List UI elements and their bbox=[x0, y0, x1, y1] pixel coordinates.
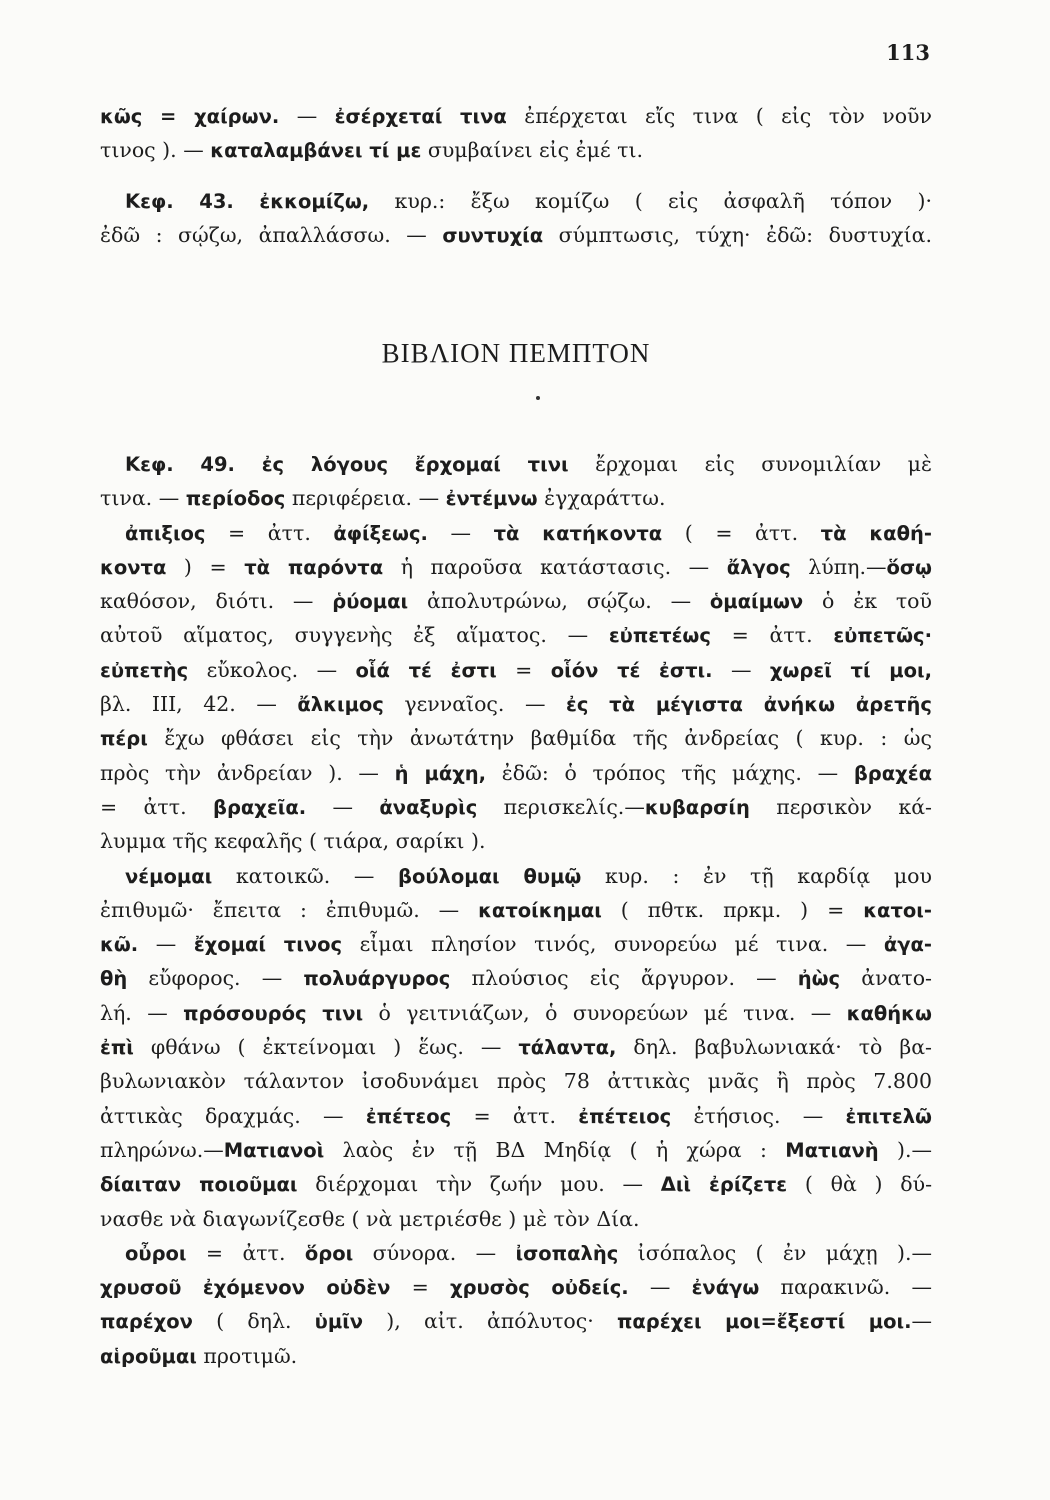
text-line bbox=[100, 1064, 932, 1098]
headword: ἐπέτεος bbox=[365, 1104, 452, 1128]
definition-text: ἐδῶ: ὁ τρόπος τῆς μάχης. — bbox=[486, 760, 854, 785]
text-line bbox=[100, 99, 932, 133]
text-line bbox=[100, 481, 932, 515]
definition-text: εὔφορος. — bbox=[127, 966, 304, 991]
text-line bbox=[100, 996, 932, 1030]
definition-text: ( δηλ. bbox=[192, 1309, 315, 1334]
text-line bbox=[100, 1236, 932, 1270]
definition-text: εἶμαι πλησίον τινός, συνορεύω μέ τινα. — bbox=[342, 932, 884, 957]
headword: κατοι- bbox=[863, 898, 932, 922]
headword: ἄλγος bbox=[726, 555, 791, 579]
definition-text: λή. — bbox=[100, 1000, 184, 1025]
headword: ἠὼς bbox=[797, 967, 841, 991]
headword: παρέχον bbox=[100, 1310, 193, 1334]
headword: Κεφ. 49. ἐς λόγους ἔρχομαί τινι bbox=[125, 453, 569, 476]
definition-text: ἡ παροῦσα κατάστασις. — bbox=[383, 554, 727, 579]
definition-text: ( θὰ ) δύ- bbox=[787, 1172, 932, 1197]
ink-dot bbox=[536, 396, 540, 400]
headword: νέμομαι bbox=[125, 864, 213, 888]
definition-text: ἔρχομαι εἰς συνομιλίαν μὲ bbox=[568, 452, 932, 476]
headword: κατοίκημαι bbox=[478, 898, 602, 922]
headword: εὐπετέως bbox=[608, 624, 711, 648]
headword: τὰ κατήκοντα bbox=[493, 521, 663, 545]
headword: Ματιανὴ bbox=[785, 1138, 879, 1162]
definition-text: περιφέρεια. — bbox=[285, 486, 446, 511]
definition-text: πλούσιος εἰς ἄργυρον. — bbox=[450, 966, 798, 991]
definition-text: — bbox=[911, 1309, 932, 1334]
glossary-block-chapter-43 bbox=[100, 99, 932, 252]
headword: ἄλκιμος bbox=[297, 693, 384, 717]
definition-text: σύνορα. — bbox=[353, 1240, 516, 1265]
headword: χρυσοῦ ἐχόμενον οὐδὲν bbox=[100, 1276, 391, 1300]
definition-text: — bbox=[712, 657, 770, 682]
paragraph-gap bbox=[100, 168, 932, 184]
definition-text: νασθε νὰ διαγωνίζεσθε ( νὰ μετριέσθε ) μὲ τὸν Δία. bbox=[100, 1206, 640, 1231]
headword: οἷά τέ ἐστι bbox=[355, 658, 497, 682]
definition-text: ).— bbox=[878, 1137, 933, 1162]
headword: οἷόν τέ ἐστι. bbox=[550, 658, 713, 682]
definition-text: ( πθτκ. πρκμ. ) = bbox=[601, 897, 864, 922]
definition-text: περσικὸν κά- bbox=[749, 794, 932, 819]
text-line bbox=[100, 618, 932, 652]
headword: ἐς τὰ μέγιστα ἀνήκω ἀρετῆς bbox=[565, 693, 932, 717]
headword: τάλαντα, bbox=[518, 1036, 617, 1060]
definition-text: γενναῖος. — bbox=[383, 692, 566, 717]
definition-text: ἐδῶ : σῴζω, ἀπαλλάσσω. — bbox=[100, 222, 443, 247]
text-line bbox=[100, 447, 932, 481]
definition-text: προτιμῶ. bbox=[196, 1343, 298, 1368]
text-line bbox=[100, 1304, 932, 1338]
definition-text: αὐτοῦ αἵματος, συγγενὴς ἐξ αἵματος. — bbox=[100, 623, 609, 648]
definition-text: βλ. III, 42. — bbox=[100, 692, 298, 717]
definition-text: = bbox=[390, 1275, 451, 1300]
headword: τὰ παρόντα bbox=[244, 555, 384, 579]
definition-text: = bbox=[496, 657, 551, 682]
headword: ἰσοπαλὴς bbox=[515, 1241, 619, 1265]
definition-text: — bbox=[279, 104, 335, 128]
text-line bbox=[100, 859, 932, 893]
definition-text: τινος ). — bbox=[100, 138, 211, 163]
text-line bbox=[100, 1030, 932, 1064]
definition-text: — bbox=[138, 932, 194, 957]
definition-text: σύμπτωσις, τύχη· ἐδῶ: δυστυχία. bbox=[543, 222, 932, 247]
headword: ἐπιτελῶ bbox=[845, 1104, 932, 1128]
headword: κυβαρσίη bbox=[644, 795, 750, 819]
definition-text: πληρώνω.— bbox=[100, 1137, 224, 1162]
definition-text: λύπη.— bbox=[790, 554, 887, 579]
headword: ἐσέρχεταί τινα bbox=[334, 105, 507, 128]
headword: βραχεῖα. bbox=[212, 795, 307, 819]
text-line bbox=[100, 584, 932, 618]
headword: ὑμῖν bbox=[314, 1310, 364, 1334]
definition-text: = ἀττ. bbox=[100, 794, 213, 819]
glossary-block-chapter-49 bbox=[100, 447, 932, 1373]
headword: ἡ μάχη, bbox=[394, 761, 487, 785]
definition-text: ἐτήσιος. — bbox=[671, 1103, 846, 1128]
text-line bbox=[100, 824, 932, 858]
definition-text: = ἀττ. bbox=[205, 520, 334, 545]
text-line bbox=[100, 927, 932, 961]
headword: καταλαμβάνει τί με bbox=[210, 139, 422, 163]
text-line bbox=[100, 1202, 932, 1236]
page-number: 113 bbox=[886, 40, 930, 65]
text-line bbox=[100, 961, 932, 995]
headword: αἱροῦμαι bbox=[100, 1344, 197, 1368]
headword: βούλομαι θυμῷ bbox=[398, 864, 582, 888]
definition-text: ὁ γειτνιάζων, ὁ συνορεύων μέ τινα. — bbox=[363, 1000, 847, 1025]
text-line bbox=[100, 184, 932, 218]
text-line bbox=[100, 1167, 932, 1201]
text-line bbox=[100, 1133, 932, 1167]
text-line bbox=[100, 653, 932, 687]
headword: ἀγα- bbox=[883, 933, 932, 957]
headword: ἐπέτειος bbox=[578, 1104, 672, 1128]
text-line bbox=[100, 1099, 932, 1133]
definition-text: — bbox=[628, 1275, 692, 1300]
definition-text: ἐπέρχεται εἴς τινα ( εἰς τὸν νοῦν bbox=[506, 104, 932, 128]
definition-text: ἰσόπαλος ( ἐν μάχῃ ).— bbox=[618, 1240, 932, 1265]
headword: ἀπιξιος bbox=[125, 521, 206, 545]
headword: ὅσῳ bbox=[886, 555, 933, 579]
headword: τὰ καθή- bbox=[820, 521, 932, 545]
book-heading: ΒΙΒΛΙΟΝ ΠΕΜΠΤΟΝ bbox=[381, 338, 651, 368]
definition-text: λυμμα τῆς κεφαλῆς ( τιάρα, σαρίκι ). bbox=[100, 829, 486, 854]
text-line bbox=[100, 687, 932, 721]
headword: καθήκω bbox=[846, 1001, 932, 1025]
definition-text: ἀπολυτρώνω, σῴζω. — bbox=[408, 589, 710, 614]
headword: Κεφ. 43. ἐκκομίζω, bbox=[125, 189, 370, 213]
text-line bbox=[100, 218, 932, 252]
definition-text: ), αἰτ. ἀπόλυτος· bbox=[363, 1309, 617, 1334]
definition-text: ἀττικὰς δραχμάς. — bbox=[100, 1103, 366, 1128]
definition-text: κυρ. : ἐν τῇ καρδίᾳ μου bbox=[581, 863, 932, 888]
headword: ἀναξυρὶς bbox=[379, 795, 478, 819]
definition-text: κυρ.: ἔξω κομίζω ( εἰς ἀσφαλῆ τόπον )· bbox=[369, 188, 933, 213]
text-line bbox=[100, 721, 932, 755]
definition-text: ( = ἀττ. bbox=[662, 520, 821, 545]
definition-text: ἔχω φθάσει εἰς τὴν ἀνωτάτην βαθμίδα τῆς ἀνδρείας ( κυρ. : ὡς bbox=[147, 726, 932, 751]
definition-text: φθάνω ( ἐκτείνομαι ) ἕως. — bbox=[133, 1035, 519, 1060]
headword: ὅροι bbox=[304, 1241, 354, 1265]
definition-text: εὔκολος. — bbox=[188, 657, 356, 682]
headword: κῶ. bbox=[100, 933, 139, 957]
headword: ἔχομαί τινος bbox=[193, 933, 343, 957]
text-line bbox=[100, 516, 932, 550]
headword: δίαιταν ποιοῦμαι bbox=[100, 1173, 298, 1197]
headword: οὖροι bbox=[125, 1241, 187, 1265]
headword: εὐπετὴς bbox=[100, 658, 189, 682]
definition-text: = ἀττ. bbox=[710, 623, 834, 648]
definition-text: συμβαίνει εἰς ἐμέ τι. bbox=[421, 138, 644, 163]
definition-text: βυλωνιακὸν τάλαντον ἰσοδυνάμει πρὸς 78 ἀττικὰς μνᾶς ἢ πρὸς 7.800 bbox=[100, 1069, 932, 1094]
headword: ἐπὶ bbox=[100, 1036, 134, 1060]
definition-text: λαὸς ἐν τῇ ΒΔ Μηδίᾳ ( ἡ χώρα : bbox=[324, 1137, 786, 1162]
headword: παρέχει μοι=ἔξεστί μοι. bbox=[616, 1310, 912, 1334]
definition-text: καθόσον, διότι. — bbox=[100, 589, 333, 614]
headword: χωρεῖ τί μοι, bbox=[769, 658, 932, 682]
text-line bbox=[100, 756, 932, 790]
headword: ἀφίξεως. bbox=[333, 521, 428, 545]
definition-text: ὁ ἐκ τοῦ bbox=[803, 589, 932, 614]
definition-text: δηλ. βαβυλωνιακά· τὸ βα- bbox=[616, 1035, 932, 1060]
definition-text: = ἀττ. bbox=[451, 1103, 579, 1128]
definition-text: παρακινῶ. — bbox=[759, 1275, 932, 1300]
headword: βραχέα bbox=[853, 761, 932, 785]
text-line bbox=[100, 133, 932, 167]
definition-text: — bbox=[427, 520, 494, 545]
text-line bbox=[100, 790, 932, 824]
headword: κοντα bbox=[100, 555, 167, 579]
definition-text: τινα. — bbox=[100, 486, 186, 511]
headword: ῥύομαι bbox=[332, 590, 409, 614]
headword: πρόσουρός τινι bbox=[183, 1001, 364, 1025]
headword: πέρι bbox=[100, 727, 148, 751]
headword: χρυσὸς οὐδείς. bbox=[450, 1276, 629, 1300]
text-line bbox=[100, 1270, 932, 1304]
definition-text: — bbox=[306, 794, 380, 819]
headword: Διὶ ἐρίζετε bbox=[660, 1173, 788, 1197]
text-line bbox=[100, 893, 932, 927]
headword: συντυχία bbox=[442, 223, 544, 247]
headword: εὐπετῶς· bbox=[833, 624, 932, 648]
definition-text: ἐγχαράττω. bbox=[537, 486, 666, 511]
headword: πολυάργυρος bbox=[303, 967, 451, 991]
definition-text: = ἀττ. bbox=[186, 1240, 305, 1265]
headword: ὁμαίμων bbox=[709, 590, 804, 614]
definition-text: ἐπιθυμῶ· ἔπειτα : ἐπιθυμῶ. — bbox=[100, 897, 479, 922]
definition-text: ) = bbox=[166, 554, 245, 579]
headword: ἐνάγω bbox=[691, 1276, 760, 1300]
text-line bbox=[100, 1339, 932, 1373]
definition-text: κατοικῶ. — bbox=[212, 863, 399, 888]
definition-text: ἀνατο- bbox=[840, 966, 932, 991]
headword: περίοδος bbox=[185, 487, 286, 511]
headword: κῶς = χαίρων. bbox=[100, 105, 280, 128]
definition-text: περισκελίς.— bbox=[477, 794, 645, 819]
headword: θὴ bbox=[100, 967, 128, 991]
text-line bbox=[100, 550, 932, 584]
definition-text: πρὸς τὴν ἀνδρείαν ). — bbox=[100, 760, 395, 785]
headword: ἐντέμνω bbox=[445, 487, 538, 511]
headword: Ματιανοὶ bbox=[223, 1138, 325, 1162]
definition-text: διέρχομαι τὴν ζωήν μου. — bbox=[297, 1172, 661, 1197]
